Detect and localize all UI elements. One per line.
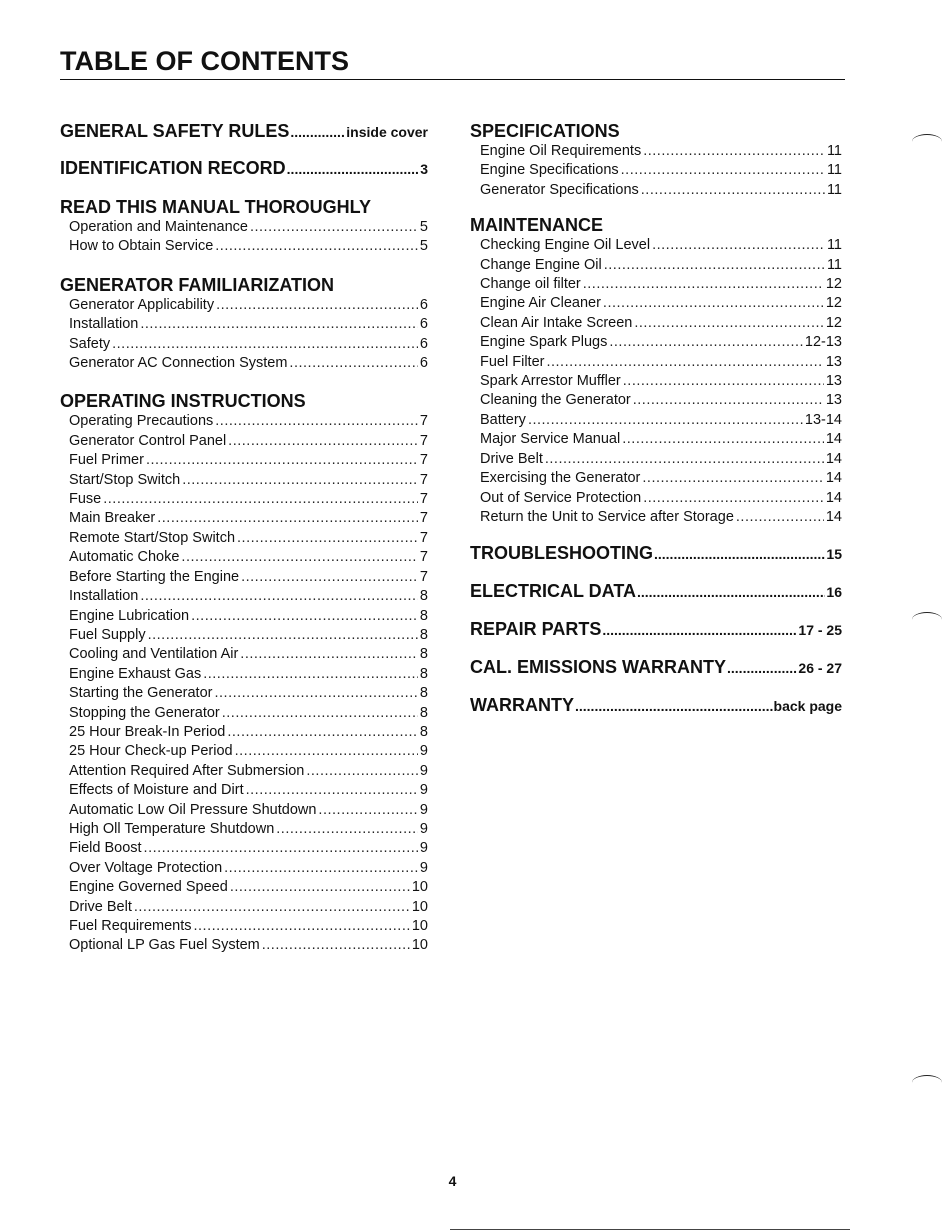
toc-entry-page: 6 <box>419 316 428 333</box>
leader-dots <box>622 430 824 449</box>
toc-entry-label: Engine Air Cleaner <box>480 295 601 312</box>
toc-entry[interactable] <box>480 236 842 255</box>
leader-dots <box>203 665 418 684</box>
toc-entry[interactable] <box>69 237 428 256</box>
leader-dots <box>134 898 410 917</box>
toc-entry-label: Checking Engine Oil Level <box>480 237 651 254</box>
toc-entry-label: 25 Hour Check-up Period <box>69 743 233 760</box>
toc-entry-label: WARRANTY <box>470 695 574 716</box>
toc-entry-label: Attention Required After Submersion <box>69 762 305 779</box>
toc-entry[interactable] <box>69 568 428 587</box>
leader-dots <box>528 411 803 430</box>
leader-dots <box>215 237 418 256</box>
leader-dots <box>290 121 345 143</box>
section-heading: SPECIFICATIONS <box>470 121 620 141</box>
toc-entry-label: GENERAL SAFETY RULES <box>60 121 290 141</box>
toc-entry[interactable] <box>69 645 428 664</box>
toc-entry-label: TROUBLESHOOTING <box>470 543 653 564</box>
leader-dots <box>642 469 823 488</box>
toc-entry-page: 9 <box>419 743 428 760</box>
title-underline <box>60 79 845 80</box>
toc-entry-label: Automatic Choke <box>69 549 180 566</box>
toc-entry-page: 5 <box>419 238 428 255</box>
toc-entry-label: Return the Unit to Service after Storage <box>480 508 734 525</box>
toc-entry-page: 16 <box>826 584 842 601</box>
toc-entry-general-safety-rules[interactable] <box>60 120 428 143</box>
toc-entry-label: Change Engine Oil <box>480 256 602 273</box>
leader-dots <box>250 218 418 237</box>
toc-entry[interactable] <box>480 391 842 410</box>
toc-entry-label: Exercising the Generator <box>480 470 641 487</box>
toc-entry-label: Main Breaker <box>69 510 156 527</box>
leader-dots <box>575 695 773 717</box>
toc-entry-label: Engine Specifications <box>480 162 619 179</box>
section-generator-familiarization <box>60 274 428 374</box>
leader-dots <box>583 275 824 294</box>
scan-edge-mark <box>912 612 942 627</box>
toc-entry[interactable] <box>69 218 428 237</box>
section-heading: OPERATING INSTRUCTIONS <box>60 391 306 412</box>
toc-entry[interactable] <box>480 469 842 488</box>
toc-entry[interactable] <box>480 256 842 275</box>
leader-dots <box>623 372 824 391</box>
leader-dots <box>235 742 418 761</box>
leader-dots <box>287 158 420 180</box>
toc-entry-label: Fuse <box>69 491 102 508</box>
leader-dots <box>228 432 418 451</box>
toc-entry-warranty[interactable] <box>470 694 842 717</box>
toc-entry-label: Fuel Filter <box>480 353 545 370</box>
toc-entry[interactable] <box>69 723 428 742</box>
toc-entry-page: 6 <box>419 296 428 313</box>
toc-entry-identification-record[interactable] <box>60 157 428 180</box>
toc-entry-page: 11 <box>826 181 842 198</box>
toc-entry-page: 14 <box>825 489 842 506</box>
leader-dots <box>621 161 825 180</box>
leader-dots <box>103 490 418 509</box>
toc-entry[interactable] <box>69 354 428 373</box>
toc-entry-label: ELECTRICAL DATA <box>470 581 636 602</box>
toc-entry[interactable] <box>69 704 428 723</box>
leader-dots <box>609 333 803 352</box>
toc-entry[interactable] <box>69 665 428 684</box>
toc-entry-page: 10 <box>411 937 428 954</box>
toc-entry-page: 12 <box>825 276 842 293</box>
section-heading: MAINTENANCE <box>470 215 603 236</box>
toc-entry-page: 7 <box>419 529 428 546</box>
leader-dots <box>214 684 417 703</box>
toc-entry-repair-parts[interactable] <box>470 618 842 641</box>
toc-entry-page: 7 <box>419 568 428 585</box>
toc-entry-label: Safety <box>69 335 111 352</box>
toc-entry-label: REPAIR PARTS <box>470 619 602 640</box>
leader-dots <box>727 657 797 679</box>
bottom-rule <box>450 1229 850 1230</box>
leader-dots <box>112 335 418 354</box>
leader-dots <box>182 471 418 490</box>
toc-entry-page: 13 <box>825 353 842 370</box>
toc-entry[interactable] <box>480 353 842 372</box>
toc-entry-label: Out of Service Protection <box>480 489 642 506</box>
toc-entry-page: 9 <box>419 782 428 799</box>
toc-entry-label: How to Obtain Service <box>69 238 214 255</box>
toc-entry-page: 6 <box>419 335 428 352</box>
toc-entry[interactable] <box>69 859 428 878</box>
toc-entry[interactable] <box>480 161 842 180</box>
toc-entry-page: 10 <box>411 879 428 896</box>
toc-entry-page: 13 <box>825 392 842 409</box>
leader-dots <box>306 762 418 781</box>
leader-dots <box>262 936 410 955</box>
toc-entry[interactable] <box>480 430 842 449</box>
toc-entry-page: 7 <box>419 471 428 488</box>
toc-entry-page: 14 <box>825 508 842 525</box>
toc-entry-page: 8 <box>419 665 428 682</box>
toc-entry-label: Over Voltage Protection <box>69 859 223 876</box>
section-heading: READ THIS MANUAL THOROUGHLY <box>60 197 372 217</box>
toc-entry-page: 14 <box>825 431 842 448</box>
toc-entry-page: 8 <box>419 646 428 663</box>
toc-entry[interactable] <box>480 275 842 294</box>
toc-entry[interactable] <box>480 411 842 430</box>
toc-entry-label: Starting the Generator <box>69 685 213 702</box>
toc-entry-page: 11 <box>826 162 842 179</box>
toc-entry-label: Before Starting the Engine <box>69 568 240 585</box>
scan-edge-mark <box>912 134 942 149</box>
toc-entry[interactable] <box>480 450 842 469</box>
toc-entry[interactable] <box>69 898 428 917</box>
toc-entry-label: Start/Stop Switch <box>69 471 181 488</box>
leader-dots <box>643 142 825 161</box>
section-specifications <box>470 120 842 200</box>
toc-entry-page: 7 <box>419 510 428 527</box>
leader-dots <box>146 451 418 470</box>
section-items <box>60 412 428 955</box>
toc-entry[interactable] <box>69 684 428 703</box>
toc-entry-page: 14 <box>825 470 842 487</box>
toc-entry-page: 10 <box>411 898 428 915</box>
leader-dots <box>643 489 824 508</box>
toc-entry[interactable] <box>69 451 428 470</box>
leader-dots <box>181 548 418 567</box>
toc-entry-page: 7 <box>419 549 428 566</box>
toc-entry-label: Spark Arrestor Muffler <box>480 373 621 390</box>
toc-entry-page: back page <box>773 698 842 715</box>
toc-entry-label: Generator Applicability <box>69 296 215 313</box>
toc-entry[interactable] <box>480 294 842 313</box>
right-column <box>470 120 842 717</box>
toc-entry[interactable] <box>69 839 428 858</box>
section-items <box>470 236 842 527</box>
toc-entry-page: 11 <box>826 237 842 254</box>
leader-dots <box>237 529 418 548</box>
leader-dots <box>140 315 418 334</box>
toc-entry[interactable] <box>69 490 428 509</box>
toc-entry-page: 12-13 <box>804 334 842 351</box>
scan-edge-mark <box>912 1075 942 1090</box>
toc-entry[interactable] <box>69 936 428 955</box>
toc-entry[interactable] <box>69 820 428 839</box>
toc-entry-page: 11 <box>826 256 842 273</box>
toc-entry-page: 3 <box>420 161 428 177</box>
toc-entry[interactable] <box>69 432 428 451</box>
toc-entry-page: 12 <box>825 295 842 312</box>
toc-entry[interactable] <box>69 315 428 334</box>
toc-entry[interactable] <box>69 587 428 606</box>
left-column <box>60 120 428 956</box>
section-operating-instructions <box>60 390 428 955</box>
page-title: TABLE OF CONTENTS <box>60 46 349 76</box>
leader-dots <box>157 509 418 528</box>
leader-dots <box>633 391 824 410</box>
toc-entry-page: 17 - 25 <box>798 622 842 639</box>
toc-entry[interactable] <box>69 509 428 528</box>
toc-entry-page: 15 <box>826 546 842 563</box>
leader-dots <box>637 581 825 603</box>
toc-entry-cal-emissions-warranty[interactable] <box>470 656 842 679</box>
leader-dots <box>144 839 418 858</box>
toc-entry[interactable] <box>69 471 428 490</box>
toc-entry-page: 13-14 <box>804 411 842 428</box>
toc-entry-label: Clean Air Intake Screen <box>480 314 633 331</box>
leader-dots <box>240 645 418 664</box>
toc-entry-label: Installation <box>69 316 139 333</box>
leader-dots <box>634 314 824 333</box>
toc-entry-page: 9 <box>419 801 428 818</box>
leader-dots <box>215 412 418 431</box>
toc-entry[interactable] <box>480 489 842 508</box>
toc-entry-label: Drive Belt <box>69 898 132 915</box>
leader-dots <box>654 543 825 565</box>
toc-entry[interactable] <box>69 742 428 761</box>
leader-dots <box>602 619 797 641</box>
leader-dots <box>604 256 825 275</box>
toc-entry-electrical-data[interactable] <box>470 580 842 603</box>
leader-dots <box>652 236 825 255</box>
page-number: 4 <box>448 1173 457 1189</box>
section-items <box>60 218 428 257</box>
toc-entry[interactable] <box>69 548 428 567</box>
leader-dots <box>545 450 824 469</box>
toc-entry-label: Engine Lubrication <box>69 607 190 624</box>
toc-entry-page: 14 <box>825 450 842 467</box>
section-read-manual <box>60 196 428 257</box>
toc-entry-label: Generator AC Connection System <box>69 355 288 372</box>
toc-entry-label: Fuel Supply <box>69 626 146 643</box>
toc-entry-label: IDENTIFICATION RECORD <box>60 158 286 178</box>
toc-entry-label: Operation and Maintenance <box>69 219 248 235</box>
leader-dots <box>227 723 418 742</box>
toc-entry-page: 5 <box>419 219 428 235</box>
toc-entry-label: Engine Spark Plugs <box>480 334 608 351</box>
toc-entry-troubleshooting[interactable] <box>470 542 842 565</box>
leader-dots <box>546 353 823 372</box>
toc-entry-label: Installation <box>69 588 139 605</box>
toc-entry-page: 8 <box>419 704 428 721</box>
toc-entry-label: Fuel Primer <box>69 452 144 469</box>
toc-entry-label: Engine Exhaust Gas <box>69 665 202 682</box>
toc-entry-page: 8 <box>419 685 428 702</box>
toc-entry-label: Change oil filter <box>480 276 581 293</box>
toc-entry-label: Fuel Requirements <box>69 918 192 934</box>
leader-dots <box>318 801 418 820</box>
toc-entry-page: 6 <box>419 355 428 372</box>
toc-entry-label: Battery <box>480 411 526 428</box>
toc-entry-label: High Oll Temperature Shutdown <box>69 820 275 837</box>
leader-dots <box>736 508 824 527</box>
toc-entry-label: Stopping the Generator <box>69 704 220 721</box>
toc-entry-label: Operating Precautions <box>69 413 214 430</box>
leader-dots <box>289 354 418 373</box>
toc-entry[interactable] <box>69 335 428 354</box>
toc-entry[interactable] <box>69 762 428 781</box>
toc-entry-label: 25 Hour Break-In Period <box>69 723 226 740</box>
toc-entry[interactable] <box>69 626 428 645</box>
toc-entry[interactable] <box>480 333 842 352</box>
toc-entry-page: 8 <box>419 607 428 624</box>
leader-dots <box>241 568 418 587</box>
toc-entry-label: Optional LP Gas Fuel System <box>69 937 260 954</box>
toc-entry[interactable] <box>69 801 428 820</box>
toc-entry[interactable] <box>69 878 428 897</box>
toc-entry-page: 9 <box>419 859 428 876</box>
toc-entry-page: 9 <box>419 762 428 779</box>
toc-entry-label: Automatic Low Oil Pressure Shutdown <box>69 801 317 818</box>
toc-entry[interactable] <box>69 781 428 800</box>
toc-entry[interactable] <box>480 181 842 200</box>
leader-dots <box>230 878 410 897</box>
toc-entry-page: 10 <box>411 918 428 934</box>
toc-entry-label: Field Boost <box>69 840 142 857</box>
leader-dots <box>224 859 418 878</box>
toc-entry-label: Engine Oil Requirements <box>480 143 642 159</box>
toc-entry-page: inside cover <box>346 124 428 140</box>
section-items <box>470 142 842 200</box>
toc-entry[interactable] <box>69 917 428 936</box>
toc-entry-page: 9 <box>419 820 428 837</box>
toc-entry-page: 7 <box>419 432 428 449</box>
toc-entry-page: 8 <box>419 626 428 643</box>
leader-dots <box>148 626 418 645</box>
toc-entry[interactable] <box>480 372 842 391</box>
toc-entry-page: 7 <box>419 413 428 430</box>
section-heading: GENERATOR FAMILIARIZATION <box>60 274 334 295</box>
leader-dots <box>222 704 418 723</box>
toc-entry-page: 7 <box>419 452 428 469</box>
toc-entry-label: Remote Start/Stop Switch <box>69 529 236 546</box>
toc-entry[interactable] <box>480 142 842 161</box>
leader-dots <box>191 607 418 626</box>
toc-entry-label: Major Service Manual <box>480 431 621 448</box>
toc-entry-page: 7 <box>419 491 428 508</box>
toc-entry-page: 13 <box>825 373 842 390</box>
toc-entry-page: 8 <box>419 723 428 740</box>
toc-entry[interactable] <box>480 314 842 333</box>
toc-entry-label: Cooling and Ventilation Air <box>69 646 239 663</box>
section-items <box>60 296 428 374</box>
toc-entry-page: 11 <box>826 143 842 159</box>
leader-dots <box>276 820 418 839</box>
toc-entry-label: Drive Belt <box>480 450 543 467</box>
toc-entry-label: CAL. EMISSIONS WARRANTY <box>470 657 727 678</box>
toc-entry[interactable] <box>69 529 428 548</box>
toc-entry-label: Generator Control Panel <box>69 432 227 449</box>
toc-entry[interactable] <box>69 296 428 315</box>
toc-entry-page: 9 <box>419 840 428 857</box>
toc-entry[interactable] <box>69 412 428 431</box>
toc-entry-label: Engine Governed Speed <box>69 879 228 896</box>
toc-entry-page: 26 - 27 <box>798 660 842 677</box>
leader-dots <box>216 296 418 315</box>
toc-entry[interactable] <box>480 508 842 527</box>
toc-entry-page: 8 <box>419 588 428 605</box>
toc-entry-label: Generator Specifications <box>480 181 639 198</box>
leader-dots <box>140 587 418 606</box>
leader-dots <box>246 781 418 800</box>
toc-entry[interactable] <box>69 607 428 626</box>
leader-dots <box>194 917 410 936</box>
toc-entry-label: Effects of Moisture and Dirt <box>69 782 244 799</box>
leader-dots <box>603 294 824 313</box>
leader-dots <box>641 181 825 200</box>
toc-entry-label: Cleaning the Generator <box>480 392 631 409</box>
toc-entry-page: 12 <box>825 314 842 331</box>
section-maintenance <box>470 214 842 527</box>
